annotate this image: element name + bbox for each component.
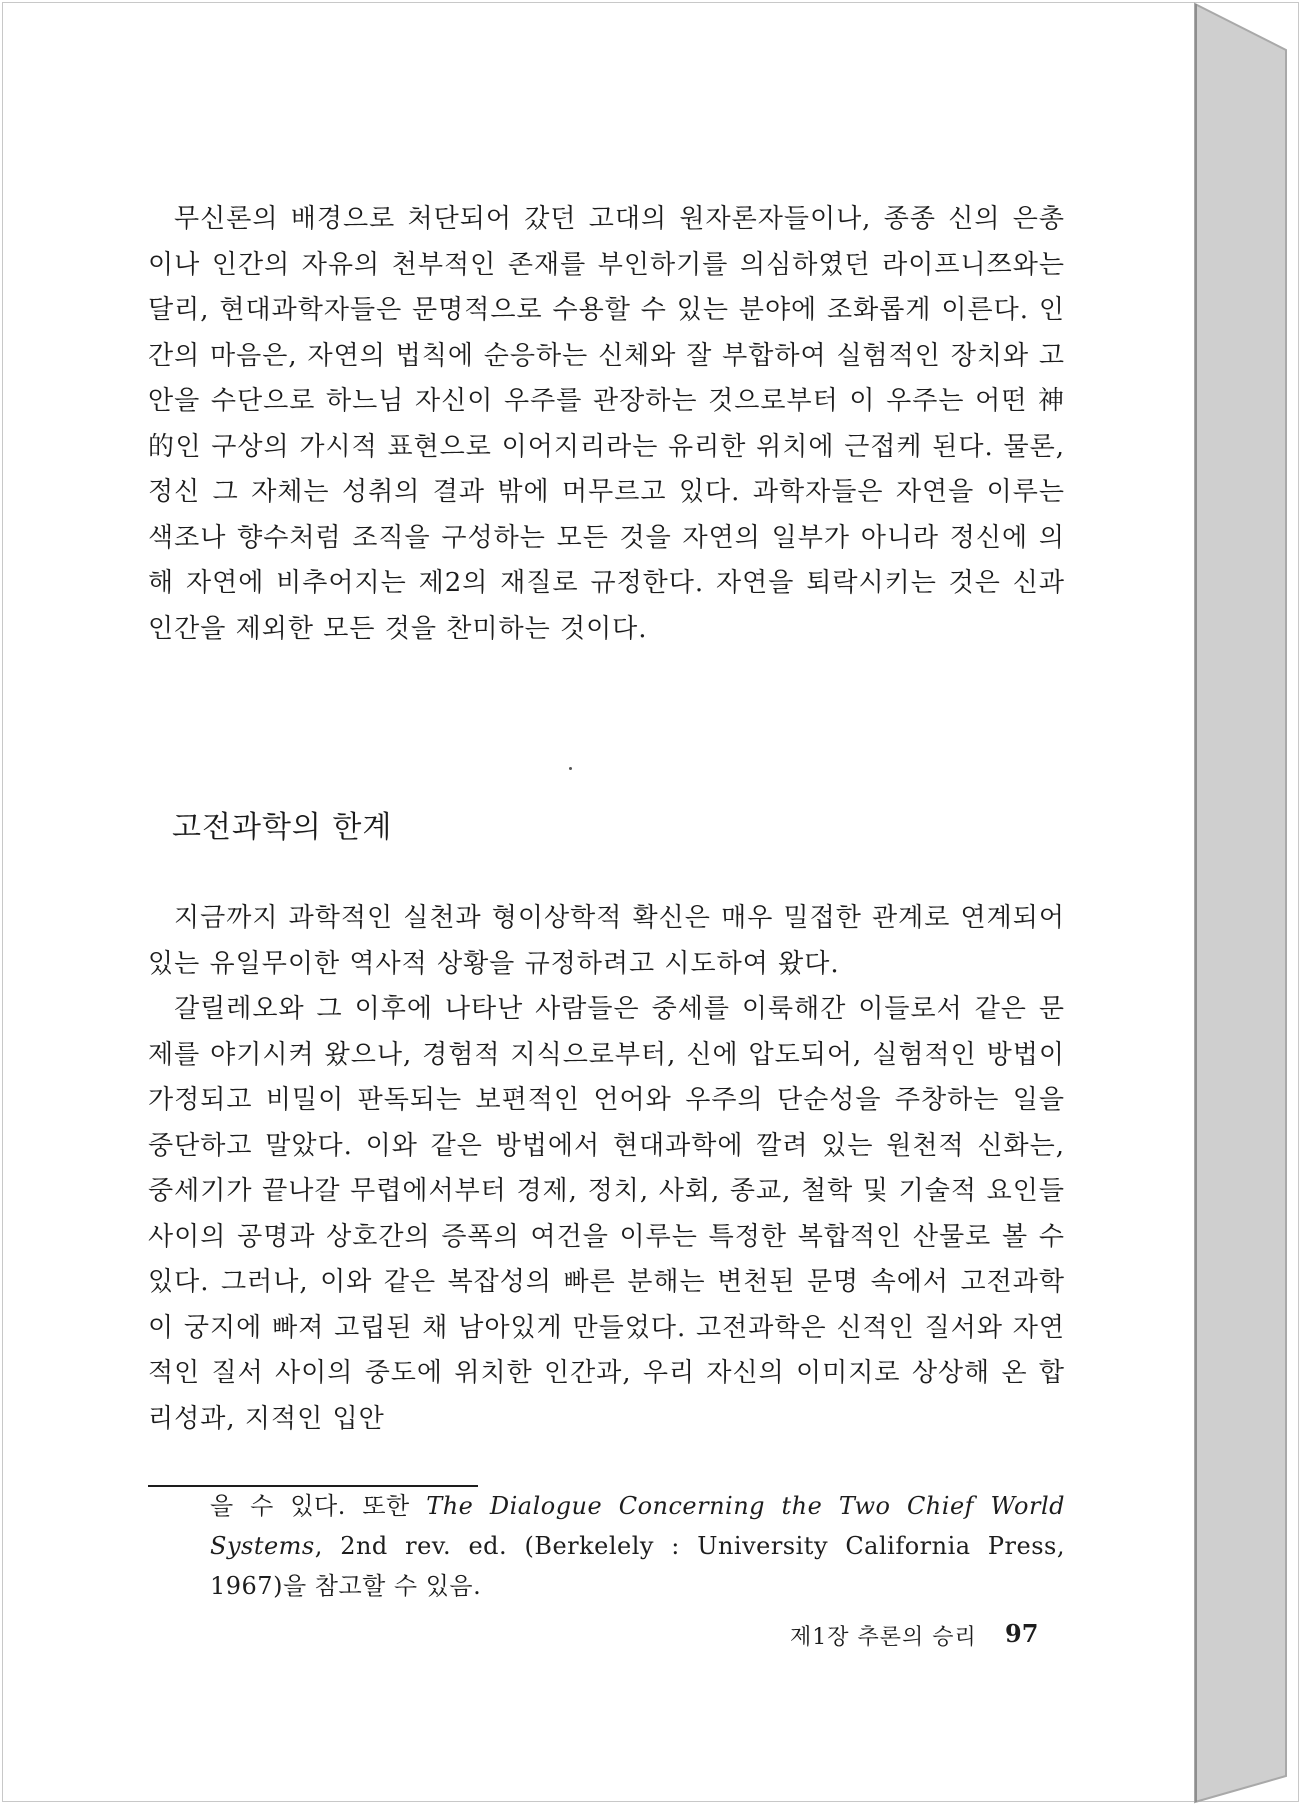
footnote-text-end: , 2nd rev. ed. (Berkelely : University California Press, 1967)을 참고할 수 있음.	[210, 1532, 1065, 1600]
running-footer: 제1장 추론의 승리	[790, 1625, 977, 1650]
body-paragraph-1: 무신론의 배경으로 처단되어 갔던 고대의 원자론자들이나, 종종 신의 은총이나 인간의 자유의 천부적인 존재를 부인하기를 의심하였던 라이프니쯔와는 달리, 현대과학자들은 문명적으로 수용할 수 있는 분야에 조화롭게 이른다. 인간의 마음은, 자연의 법칙에 순응하는 신체와 잘 부합하여 실험적인 장치와 고안을 수단으로 하느님 자신이 우주를 관장하는 것으로부터 이 우주는 어떤 神的인 구상의 가시적 표현으로 이어지리라는 유리한 위치에 근접케 된다. 물론, 정신 그 자체는 성취의 결과 밖에 머무르고 있다. 과학자들은 자연을 이루는 색조나 향수처럼 조직을 구성하는 모든 것을 자연의 일부가 아니라 정신에 의해 자연에 비추어지는 제2의 재질로 규정한다. 자연을 퇴락시키는 것은 신과 인간을 제외한 모든 것을 찬미하는 것이다.	[148, 204, 1065, 644]
footnote	[210, 1486, 1065, 1606]
footnote-text-start: 을 수 있다. 또한	[210, 1492, 427, 1520]
print-speck	[569, 767, 572, 770]
footnote-book-title: The Dialogue Concerning the Two Chief World Systems	[210, 1492, 1066, 1560]
body-paragraph-3: 갈릴레오와 그 이후에 나타난 사람들은 중세를 이룩해간 이들로서 같은 문제를 야기시켜 왔으나, 경험적 지식으로부터, 신에 압도되어, 실험적인 방법이 가정되고 비밀이 판독되는 보편적인 언어와 우주의 단순성을 주창하는 일을 중단하고 말았다. 이와 같은 방법에서 현대과학에 깔려 있는 원천적 신화는, 중세기가 끝나갈 무렵에서부터 경제, 정치, 사회, 종교, 철학 및 기술적 요인들 사이의 공명과 상호간의 증폭의 여건을 이루는 특정한 복합적인 산물로 볼 수 있다. 그러나, 이와 같은 복잡성의 빠른 분해는 변천된 문명 속에서 고전과학이 궁지에 빠져 고립된 채 남아있게 만들었다. 고전과학은 신적인 질서와 자연적인 질서 사이의 중도에 위치한 인간과, 우리 자신의 이미지로 상상해 온 합리성과, 지적인 입안	[148, 994, 1065, 1434]
section-heading: 고전과학의 한계	[172, 810, 393, 845]
page-number: 97	[1005, 1619, 1039, 1648]
body-paragraph-2: 지금까지 과학적인 실천과 형이상학적 확신은 매우 밀접한 관계로 연계되어 있는 유일무이한 역사적 상황을 규정하려고 시도하여 왔다.	[148, 903, 1065, 979]
